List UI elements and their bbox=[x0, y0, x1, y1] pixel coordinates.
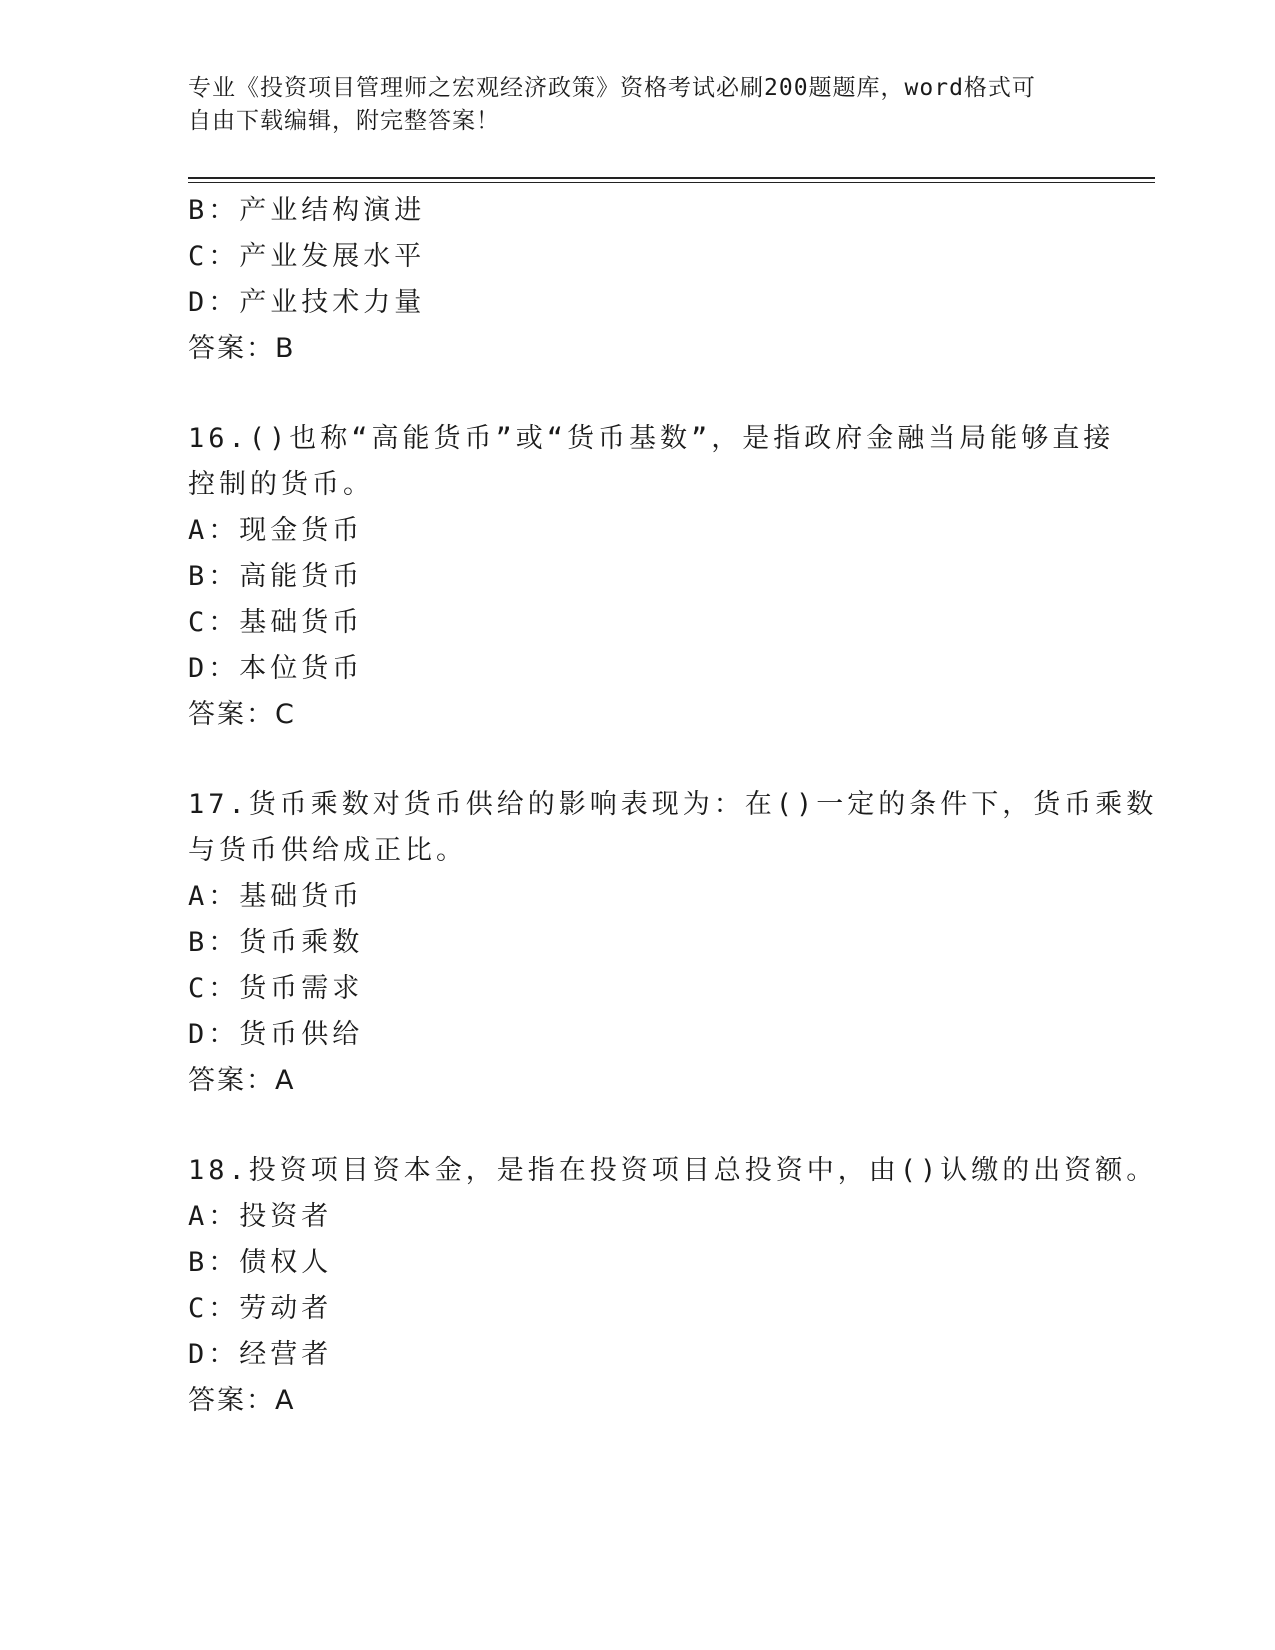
header-line-1: 专业《投资项目管理师之宏观经济政策》资格考试必刷200题题库，word格式可 bbox=[188, 75, 1036, 101]
question-text-line-2: 与货币供给成正比。 bbox=[188, 835, 467, 866]
header-rule-thin bbox=[188, 182, 1155, 183]
option-d: D：本位货币 bbox=[188, 653, 364, 684]
header-line-2: 自由下载编辑，附完整答案！ bbox=[188, 108, 500, 134]
option-a: A：基础货币 bbox=[188, 881, 364, 912]
option-a: A：现金货币 bbox=[188, 515, 364, 546]
option-c: C：劳动者 bbox=[188, 1293, 333, 1324]
header-rule-thick bbox=[188, 177, 1155, 179]
question-text-line-1: 16.()也称“高能货币”或“货币基数”，是指政府金融当局能够直接 bbox=[188, 423, 1115, 454]
question-text-line-1: 17.货币乘数对货币供给的影响表现为：在()一定的条件下，货币乘数 bbox=[188, 789, 1158, 820]
option-d: D：产业技术力量 bbox=[188, 287, 426, 318]
question-text-line-1: 18.投资项目资本金，是指在投资项目总投资中，由()认缴的出资额。 bbox=[188, 1155, 1158, 1186]
option-b: B：债权人 bbox=[188, 1247, 333, 1278]
question-list bbox=[188, 188, 1158, 1424]
question-16 bbox=[188, 416, 1115, 738]
document-header bbox=[188, 72, 1068, 138]
question-15-continued bbox=[188, 188, 1088, 372]
answer-line: 答案：A bbox=[188, 1385, 296, 1416]
question-18 bbox=[188, 1148, 1158, 1424]
option-b: B：货币乘数 bbox=[188, 927, 364, 958]
option-b: B：高能货币 bbox=[188, 561, 364, 592]
answer-line: 答案：B bbox=[188, 333, 296, 364]
answer-line: 答案：C bbox=[188, 699, 296, 730]
option-c: C：货币需求 bbox=[188, 973, 364, 1004]
option-b: B：产业结构演进 bbox=[188, 195, 426, 226]
option-d: D：经营者 bbox=[188, 1339, 333, 1370]
option-c: C：基础货币 bbox=[188, 607, 364, 638]
question-17 bbox=[188, 782, 1158, 1104]
option-a: A：投资者 bbox=[188, 1201, 333, 1232]
option-c: C：产业发展水平 bbox=[188, 241, 426, 272]
question-text-line-2: 控制的货币。 bbox=[188, 469, 374, 500]
option-d: D：货币供给 bbox=[188, 1019, 364, 1050]
answer-line: 答案：A bbox=[188, 1065, 296, 1096]
